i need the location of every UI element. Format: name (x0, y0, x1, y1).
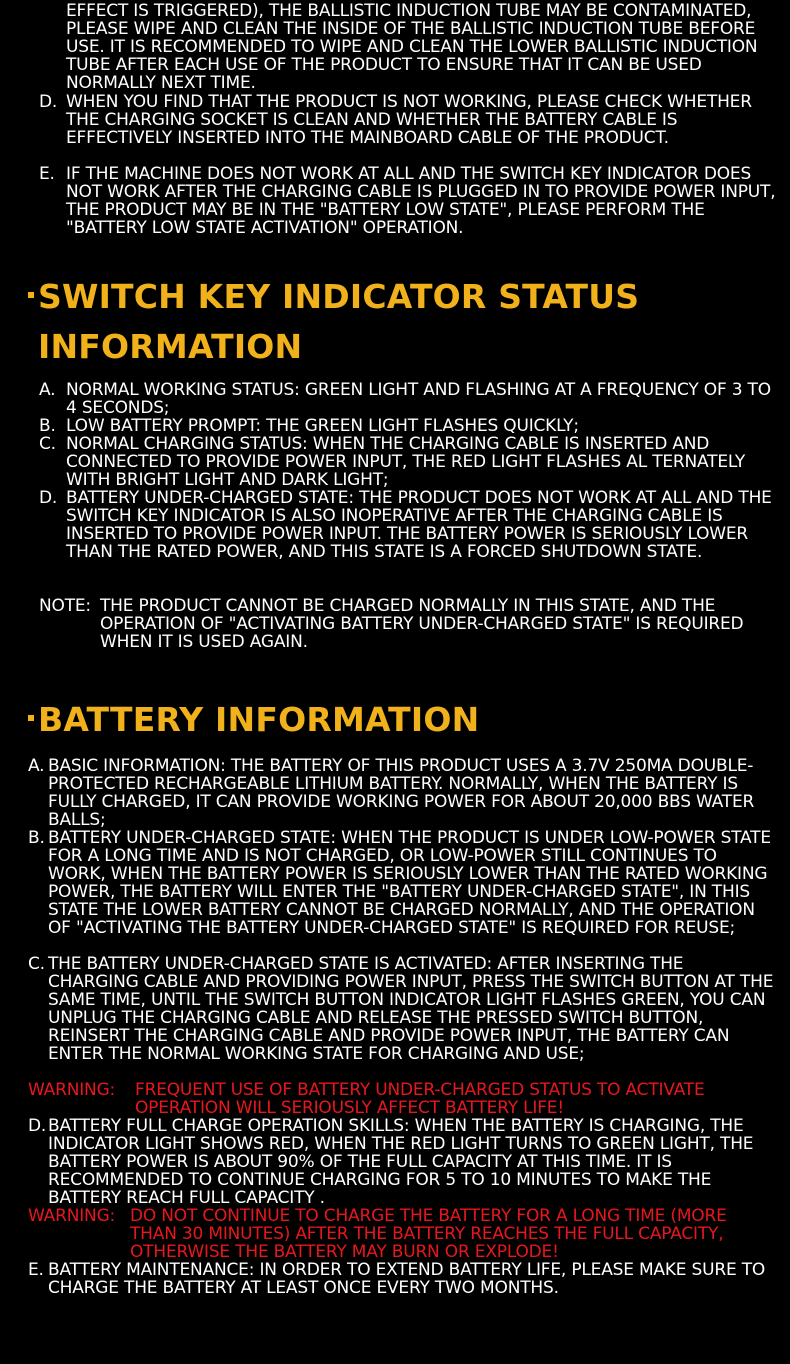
switch-item-d-text: BATTERY UNDER-CHARGED STATE: THE PRODUCT DOES NOT WORK AT ALL AND THE SWITCH KEY INDICATOR IS ALSO INOPERATIVE AFTER THE CHARGING CABLE IS INSERTED TO PROVIDE POWER INPUT. THE BATTERY POWER IS SERIOUSLY LOWER THAN THE RATED POWER, AND THIS STATE IS A FORCED SHUTDOWN STATE. (66, 488, 772, 562)
switch-note-label: NOTE: (39, 596, 91, 616)
battery-item-e-text: BATTERY MAINTENANCE: IN ORDER TO EXTEND BATTERY LIFE, PLEASE MAKE SURE TO CHARGE THE BATTERY AT LEAST ONCE EVERY TWO MONTHS. (48, 1260, 766, 1298)
battery-item-b-letter: B. (28, 828, 45, 848)
intro-item-d-text: WHEN YOU FIND THAT THE PRODUCT IS NOT WORKING, PLEASE CHECK WHETHER THE CHARGING SOCKET IS CLEAN AND WHETHER THE BATTERY CABLE IS EFFECTIVELY INSERTED INTO THE MAINBOARD CABLE OF THE PRODUCT. (66, 92, 752, 148)
switch-item-d-letter: D. (39, 488, 58, 508)
battery-item-d (28, 1117, 778, 1207)
switch-item-a-text: NORMAL WORKING STATUS: GREEN LIGHT AND FLASHING AT A FREQUENCY OF 3 TO 4 SECONDS; (66, 380, 771, 418)
switch-note-text: THE PRODUCT CANNOT BE CHARGED NORMALLY IN THIS STATE, AND THE OPERATION OF "ACTIVATING BATTERY UNDER-CHARGED STATE" IS REQUIRED WHEN IT IS USED AGAIN. (100, 596, 744, 652)
battery-section-heading (28, 695, 768, 745)
battery-item-d-letter: D. (28, 1116, 47, 1136)
battery-warning-2-label: WARNING: (28, 1206, 116, 1226)
battery-item-c-letter: C. (28, 954, 45, 974)
battery-item-a (28, 757, 778, 829)
battery-item-b-text: BATTERY UNDER-CHARGED STATE: WHEN THE PRODUCT IS UNDER LOW-POWER STATE FOR A LONG TIME AND IS NOT CHARGED, OR LOW-POWER STILL CONTINUES TO WORK, WHEN THE BATTERY POWER IS SERIOUSLY LOWER THAN THE RATED WORKING POWER, THE BATTERY WILL ENTER THE "BATTERY UNDER-CHARGED STATE", IN THIS STATE THE LOWER BATTERY CANNOT BE CHARGED NORMALLY, AND THE OPERATION OF "ACTIVATING THE BATTERY UNDER-CHARGED STATE" IS REQUIRED FOR REUSE; (48, 828, 771, 938)
battery-item-c (28, 955, 778, 1063)
battery-item-e (28, 1261, 768, 1297)
switch-note (39, 597, 754, 651)
battery-warning-1-text: FREQUENT USE OF BATTERY UNDER-CHARGED STATUS TO ACTIVATE OPERATION WILL SERIOUSLY AFFECT BATTERY LIFE! (135, 1080, 705, 1118)
battery-item-d-text: BATTERY FULL CHARGE OPERATION SKILLS: WHEN THE BATTERY IS CHARGING, THE INDICATOR LIGHT SHOWS RED, WHEN THE RED LIGHT TURNS TO GREEN LIGHT, THE BATTERY POWER IS ABOUT 90% OF THE FULL CAPACITY AT THIS TIME. IT IS RECOMMENDED TO CONTINUE CHARGING FOR 5 TO 10 MINUTES TO MAKE THE BATTERY REACH FULL CAPACITY . (48, 1116, 754, 1208)
switch-item-b-letter: B. (39, 416, 56, 436)
switch-item-a-letter: A. (39, 380, 56, 400)
battery-warning-2-text: DO NOT CONTINUE TO CHARGE THE BATTERY FOR A LONG TIME (MORE THAN 30 MINUTES) AFTER THE BATTERY REACHES THE FULL CAPACITY, OTHERWISE THE BATTERY MAY BURN OR EXPLODE! (130, 1206, 727, 1262)
battery-warning-1-label: WARNING: (28, 1080, 116, 1100)
intro-item-c-continued (66, 2, 776, 92)
heading-bullet (28, 715, 34, 721)
battery-item-a-letter: A. (28, 756, 45, 776)
switch-item-b (39, 417, 776, 435)
battery-item-c-text: THE BATTERY UNDER-CHARGED STATE IS ACTIVATED: AFTER INSERTING THE CHARGING CABLE AND PROVIDING POWER INPUT, PRESS THE SWITCH BUTTON AT THE SAME TIME, UNTIL THE SWITCH BUTTON INDICATOR LIGHT FLASHES GREEN, YOU CAN UNPLUG THE CHARGING CABLE AND RELEASE THE PRESSED SWITCH BUTTON, REINSERT THE CHARGING CABLE AND PROVIDE POWER INPUT, THE BATTERY CAN ENTER THE NORMAL WORKING STATE FOR CHARGING AND USE; (48, 954, 774, 1064)
switch-item-d (39, 489, 776, 561)
switch-section-heading (28, 272, 768, 372)
switch-item-a (39, 381, 776, 417)
intro-item-e-text: IF THE MACHINE DOES NOT WORK AT ALL AND THE SWITCH KEY INDICATOR DOES NOT WORK AFTER THE CHARGING CABLE IS PLUGGED IN TO PROVIDE POWER INPUT, THE PRODUCT MAY BE IN THE "BATTERY LOW STATE", PLEASE PERFORM THE "BATTERY LOW STATE ACTIVATION" OPERATION. (66, 164, 776, 238)
switch-item-b-text: LOW BATTERY PROMPT: THE GREEN LIGHT FLASHES QUICKLY; (66, 416, 579, 436)
intro-item-e (39, 165, 776, 237)
battery-item-b (28, 829, 778, 937)
heading-bullet (28, 292, 34, 298)
battery-item-e-letter: E. (28, 1260, 44, 1280)
switch-section-title-line1: SWITCH KEY INDICATOR STATUS (38, 277, 640, 316)
switch-section-title-line2: INFORMATION (38, 327, 303, 366)
battery-warning-2 (28, 1207, 768, 1261)
switch-item-c-letter: C. (39, 434, 56, 454)
intro-item-d (39, 93, 776, 147)
switch-item-c-text: NORMAL CHARGING STATUS: WHEN THE CHARGING CABLE IS INSERTED AND CONNECTED TO PROVIDE POWER INPUT, THE RED LIGHT FLASHES AL TERNATELY WITH BRIGHT LIGHT AND DARK LIGHT; (66, 434, 746, 490)
switch-item-c (39, 435, 776, 489)
intro-item-c-text: EFFECT IS TRIGGERED), THE BALLISTIC INDUCTION TUBE MAY BE CONTAMINATED, PLEASE WIPE AND CLEAN THE INSIDE OF THE BALLISTIC INDUCTION TUBE BEFORE USE. IT IS RECOMMENDED TO WIPE AND CLEAN THE LOWER BALLISTIC INDUCTION TUBE AFTER EACH USE OF THE PRODUCT TO ENSURE THAT IT CAN BE USED NORMALLY NEXT TIME. (66, 1, 758, 93)
intro-item-d-letter: D. (39, 92, 58, 112)
battery-item-a-text: BASIC INFORMATION: THE BATTERY OF THIS PRODUCT USES A 3.7V 250MA DOUBLE-PROTECTED RECHARGEABLE LITHIUM BATTERY. NORMALLY, WHEN THE BATTERY IS FULLY CHARGED, IT CAN PROVIDE WORKING POWER FOR ABOUT 20,000 BBS WATER BALLS; (48, 756, 755, 830)
battery-section-title: BATTERY INFORMATION (38, 700, 480, 739)
battery-warning-1 (28, 1081, 768, 1117)
intro-item-e-letter: E. (39, 164, 55, 184)
